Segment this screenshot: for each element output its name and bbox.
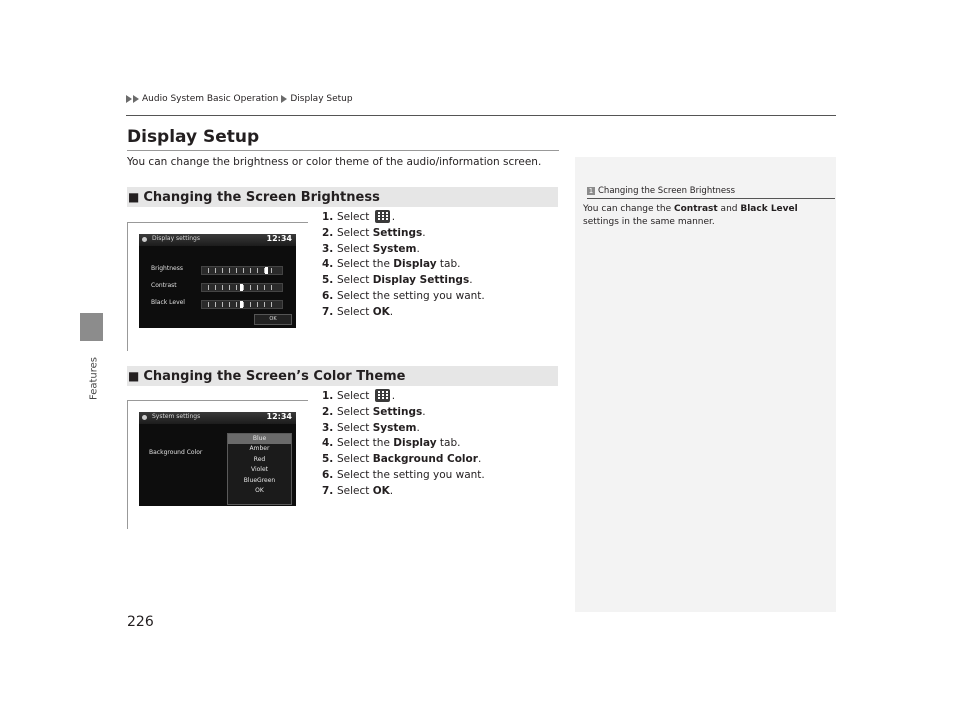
note-text: You can change the [583,204,675,214]
sidebar-label: Features [88,357,100,400]
screen-header [139,412,296,424]
section-heading-text: Changing the Screen’s Color Theme [143,368,406,384]
section-heading-color-theme [127,366,558,386]
title-rule [127,150,559,151]
page-title: Display Setup [127,127,260,147]
display-settings-screen [139,234,296,328]
screen-clock: 12:34 [266,234,292,243]
status-dot-icon [142,237,147,242]
color-option[interactable]: OK [255,486,264,494]
section-heading-brightness [127,187,558,207]
color-option[interactable]: BlueGreen [243,476,276,484]
step-item: 1. Select . [322,390,396,402]
arrow-icon [133,95,139,103]
header-rule [126,115,836,116]
note-title [587,186,735,196]
step-item: 4. Select the Display tab. [322,437,461,450]
step-item: 5. Select Background Color. [322,453,482,466]
step-item: 2. Select Settings. [322,226,426,239]
color-option[interactable]: Amber [249,445,270,453]
breadcrumb-item[interactable]: Display Setup [290,94,353,104]
setting-label: Brightness [151,265,183,272]
level-slider[interactable] [201,283,283,292]
system-settings-screen [139,412,296,506]
arrow-icon [281,95,287,103]
note-text: settings in the same manner. [583,217,715,227]
status-dot-icon [142,415,147,420]
breadcrumb [126,94,353,104]
setting-label: Black Level [151,299,185,306]
note-rule [587,198,835,199]
section-heading-text: Changing the Screen Brightness [143,189,380,205]
home-button-icon [375,389,390,402]
breadcrumb-item[interactable]: Audio System Basic Operation [142,94,279,104]
step-item: 4. Select the Display tab. [322,258,461,271]
step-item: 7. Select OK. [322,484,394,497]
step-item: 7. Select OK. [322,305,394,318]
color-option[interactable]: Red [253,455,266,463]
intro-text: You can change the brightness or color theme of the audio/information screen. [127,156,542,168]
color-option[interactable]: Blue [228,434,291,444]
note-bold: Contrast [674,204,718,214]
background-color-label: Background Color [149,449,203,456]
screen-header [139,234,296,246]
screenshot-color-theme [127,400,308,529]
page-number: 226 [127,614,154,630]
screen-clock: 12:34 [266,412,292,421]
step-item: 1. Select . [322,211,396,223]
square-bullet-icon: ■ [128,369,140,383]
step-item: 6. Select the setting you want. [322,289,485,302]
color-option[interactable]: Violet [250,466,269,474]
screen-title: System settings [152,413,201,420]
steps-list [322,210,485,321]
sidebar-tab [80,313,103,341]
note-body [583,203,823,229]
home-button-icon [375,210,390,223]
setting-row[interactable] [145,297,290,310]
step-item: 3. Select System. [322,242,420,255]
screen-title: Display settings [152,235,200,242]
note-bold: Black Level [740,204,798,214]
setting-label: Contrast [151,282,177,289]
note-text: and [717,204,741,214]
note-icon: 1 [588,187,594,195]
step-item: 3. Select System. [322,421,420,434]
setting-row[interactable] [145,280,290,293]
step-item: 6. Select the setting you want. [322,468,485,481]
screenshot-brightness [127,222,308,351]
note-title-text: Changing the Screen Brightness [598,186,736,196]
step-item: 2. Select Settings. [322,405,426,418]
steps-list [322,389,485,500]
ok-button[interactable]: OK [254,314,292,325]
level-slider[interactable] [201,300,283,309]
step-item: 5. Select Display Settings. [322,274,473,287]
square-bullet-icon: ■ [128,190,140,204]
color-option-list [227,433,292,505]
setting-row[interactable] [145,263,290,276]
arrow-icon [126,95,132,103]
level-slider[interactable] [201,266,283,275]
